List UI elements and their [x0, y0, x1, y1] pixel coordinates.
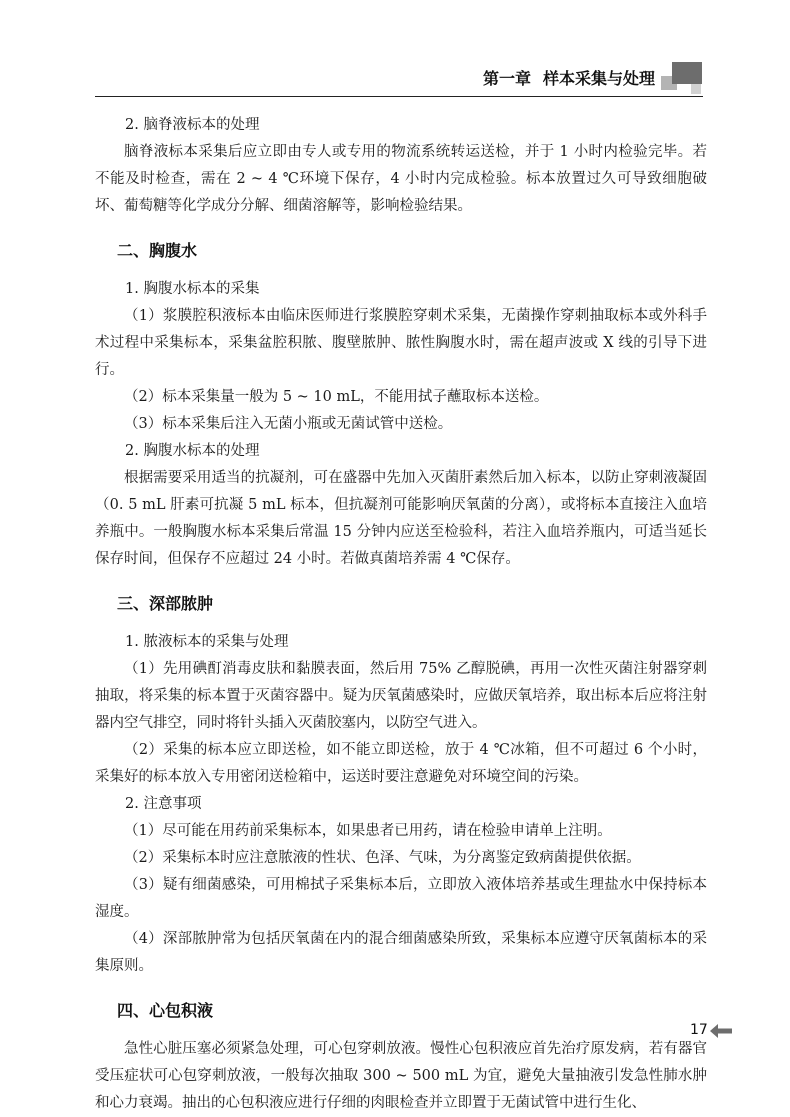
list-item: （3）标本采集后注入无菌小瓶或无菌试管中送检。 [124, 416, 453, 432]
subheading-collection: 1. 胸腹水标本的采集 [125, 281, 260, 297]
paragraph: 根据需要采用适当的抗凝剂，可在盛器中先加入灭菌肝素然后加入标本，以防止穿刺液凝固（0. 5 mL 肝素可抗凝 5 mL 标本，但抗凝剂可能影响厌氧菌的分离），或将标本直接注入血培养瓶中。一般胸腹水标本采集后常温 15 分钟内应送至检验科，若注入血培养瓶内，可适当延长保存时间，但保存不应超过 24 小时。若做真菌培养需 4 ℃保存。 [95, 470, 707, 567]
list-item: （3）疑有细菌感染，可用棉拭子采集标本后，立即放入液体培养基或生理盐水中保持标本湿度。 [95, 877, 707, 920]
subheading-processing: 2. 胸腹水标本的处理 [125, 443, 260, 459]
list-item: （2）采集的标本应立即送检，如不能立即送检，放于 4 ℃冰箱，但不可超过 6 个小时，采集好的标本放入专用密闭送检箱中，运送时要注意避免对环境空间的污染。 [95, 742, 707, 785]
list-item: （1）先用碘酊消毒皮肤和黏膜表面，然后用 75% 乙醇脱碘，再用一次性灭菌注射器穿刺抽取，将采集的标本置于灭菌容器中。疑为厌氧菌感染时，应做厌氧培养，取出标本后应将注射器内空气排空，同时将针头插入灭菌胶塞内，以防空气进入。 [95, 661, 707, 731]
left-arrow-icon [710, 1024, 732, 1038]
list-item: （1）尽可能在用药前采集标本，如果患者已用药，请在检验申请单上注明。 [124, 823, 612, 839]
section-title-pleural-ascites: 二、胸腹水 [117, 241, 198, 260]
chapter-name: 样本采集与处理 [542, 69, 655, 88]
list-item: （2）采集标本时应注意脓液的性状、色泽、气味，为分离鉴定致病菌提供依据。 [124, 850, 641, 866]
subheading-csf-processing: 2. 脑脊液标本的处理 [125, 117, 260, 133]
chapter-number: 第一章 [482, 69, 531, 88]
list-item: （2）标本采集量一般为 5 ~ 10 mL，不能用拭子蘸取标本送检。 [124, 389, 549, 405]
header-decoration-block [691, 84, 701, 94]
chapter-title [483, 66, 655, 89]
subheading-notes: 2. 注意事项 [125, 796, 202, 812]
section-title-pericardial: 四、心包积液 [117, 1001, 214, 1020]
header-decoration-block [672, 62, 702, 84]
page-number: 17 [690, 1022, 708, 1038]
list-item: （1）浆膜腔积液标本由临床医师进行浆膜腔穿刺术采集，无菌操作穿刺抽取标本或外科手术过程中采集标本，采集盆腔积脓、腹壁脓肿、脓性胸腹水时，需在超声波或 X 线的引导下进行。 [95, 308, 707, 378]
section-title-deep-abscess: 三、深部脓肿 [117, 594, 214, 613]
running-header [95, 62, 703, 97]
subheading-collection: 1. 脓液标本的采集与处理 [125, 634, 289, 650]
paragraph: 急性心脏压塞必须紧急处理，可心包穿刺放液。慢性心包积液应首先治疗原发病，若有器官受压症状可心包穿刺放液，一般每次抽取 300 ~ 500 mL 为宜，避免大量抽液引发急性肺水肿和心力衰竭。抽出的心包积液应进行仔细的肉眼检查并立即置于无菌试管中进行生化、 [95, 1041, 707, 1111]
page-body [95, 112, 707, 1117]
paragraph: 脑脊液标本采集后应立即由专人或专用的物流系统转运送检，并于 1 小时内检验完毕。若不能及时检查，需在 2 ~ 4 ℃环境下保存，4 小时内完成检验。标本放置过久可导致细胞破坏、葡萄糖等化学成分分解、细菌溶解等，影响检验结果。 [95, 144, 707, 214]
list-item: （4）深部脓肿常为包括厌氧菌在内的混合细菌感染所致，采集标本应遵守厌氧菌标本的采集原则。 [95, 931, 707, 974]
